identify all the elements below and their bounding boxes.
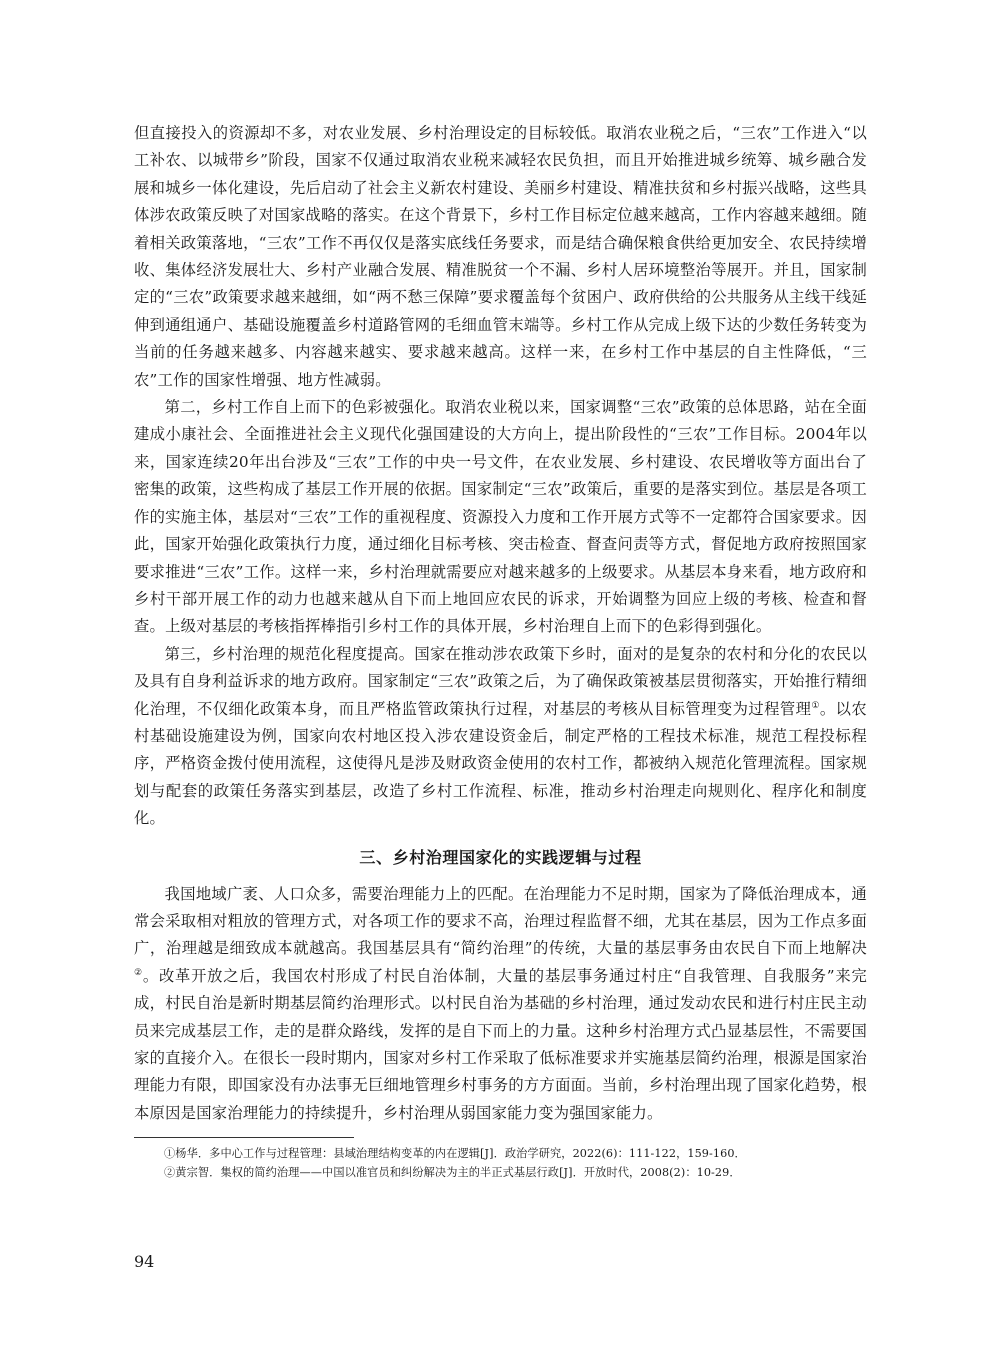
footnote-2: ②黄宗智．集权的简约治理——中国以准官员和纠纷解决为主的半正式基层行政[J]．开放时代，2008(2)：10-29． [164,1166,741,1180]
paragraph-3-text-after: 。以农村基础设施建设为例，国家向农村地区投入涉农建设资金后，制定严格的工程技术标准，规范工程投标程序，严格资金拨付使用流程，这使得凡是涉及财政资金使用的农村工作，都被纳入规范化管理流程。国家规划与配套的政策任务落实到基层，改造了乡村工作流程、标准，推动乡村治理走向规则化、程序化和制度化。 [134,699,867,828]
page-body [134,120,867,1182]
paragraph-2: 第二，乡村工作自上而下的色彩被强化。取消农业税以来，国家调整“三农”政策的总体思路，站在全面建成小康社会、全面推进社会主义现代化强国建设的大方向上，提出阶段性的“三农”工作目标。2004年以来，国家连续20年出台涉及“三农”工作的中央一号文件，在农业发展、乡村建设、农民增收等方面出台了密集的政策，这些构成了基层工作开展的依据。国家制定“三农”政策后，重要的是落实到位。基层是各项工作的实施主体，基层对“三农”工作的重视程度、资源投入力度和工作开展方式等不一定都符合国家要求。因此，国家开始强化政策执行力度，通过细化目标考核、突击检查、督查问责等方式，督促地方政府按照国家要求推进“三农”工作。这样一来，乡村治理就需要应对越来越多的上级要求。从基层本身来看，地方政府和乡村干部开展工作的动力也越来越从自下而上地回应农民的诉求，开始调整为回应上级的考核、检查和督查。上级对基层的考核指挥棒指引乡村工作的具体开展，乡村治理自上而下的色彩得到强化。 [134,398,867,636]
paragraph-4 [134,881,867,1128]
paragraph-3-text-before: 第三，乡村治理的规范化程度提高。国家在推动涉农政策下乡时，面对的是复杂的农村和分化的农民以及具有自身利益诉求的地方政府。国家制定“三农”政策之后，为了确保政策被基层贯彻落实，开始推行精细化治理，不仅细化政策本身，而且严格监管政策执行过程，对基层的考核从目标管理变为过程管理 [134,644,867,718]
page-number: 94 [134,1252,155,1271]
footnote-1: ①杨华．多中心工作与过程管理：县域治理结构变革的内在逻辑[J]．政治学研究，2022(6)：111-122，159-160． [164,1147,746,1161]
paragraph-4-text-after: 。改革开放之后，我国农村形成了村民自治体制，大量的基层事务通过村庄“自我管理、自我服务”来完成，村民自治是新时期基层简约治理形式。以村民自治为基础的乡村治理，通过发动农民和进行村庄民主动员来完成基层工作，走的是群众路线，发挥的是自下而上的力量。这种乡村治理方式凸显基层性，不需要国家的直接介入。在很长一段时期内，国家对乡村工作采取了低标准要求并实施基层简约治理，根源是国家治理能力有限，即国家没有办法事无巨细地管理乡村事务的方方面面。当前，乡村治理出现了国家化趋势，根本原因是国家治理能力的持续提升，乡村治理从弱国家能力变为强国家能力。 [134,966,867,1122]
paragraph-3 [134,641,867,833]
paragraph-4-text-before: 我国地域广袤、人口众多，需要治理能力上的匹配。在治理能力不足时期，国家为了降低治理成本，通常会采取相对粗放的管理方式，对各项工作的要求不高，治理过程监督不细，尤其在基层，因为工作点多面广，治理越是细致成本就越高。我国基层具有“简约治理”的传统，大量的基层事务由农民自下而上地解决 [134,884,867,958]
footnote-ref-2[interactable]: ② [134,967,143,978]
section-title: 三、乡村治理国家化的实践逻辑与过程 [359,847,642,867]
footnote-divider [134,1137,354,1138]
footnote-ref-1[interactable]: ① [811,700,820,711]
paragraph-1: 但直接投入的资源却不多，对农业发展、乡村治理设定的目标较低。取消农业税之后，“三农”工作进入“以工补农、以城带乡”阶段，国家不仅通过取消农业税来减轻农民负担，而且开始推进城乡统筹、城乡融合发展和城乡一体化建设，先后启动了社会主义新农村建设、美丽乡村建设、精准扶贫和乡村振兴战略，这些具体涉农政策反映了对国家战略的落实。在这个背景下，乡村工作目标定位越来越高，工作内容越来越细。随着相关政策落地，“三农”工作不再仅仅是落实底线任务要求，而是结合确保粮食供给更加安全、农民持续增收、集体经济发展壮大、乡村产业融合发展、精准脱贫一个不漏、乡村人居环境整治等展开。并且，国家制定的“三农”政策要求越来越细，如“两不愁三保障”要求覆盖每个贫困户、政府供给的公共服务从主线干线延伸到通组通户、基础设施覆盖乡村道路管网的毛细血管末端等。乡村工作从完成上级下达的少数任务转变为当前的任务越来越多、内容越来越实、要求越来越高。这样一来，在乡村工作中基层的自主性降低，“三农”工作的国家性增强、地方性减弱。 [134,124,867,389]
